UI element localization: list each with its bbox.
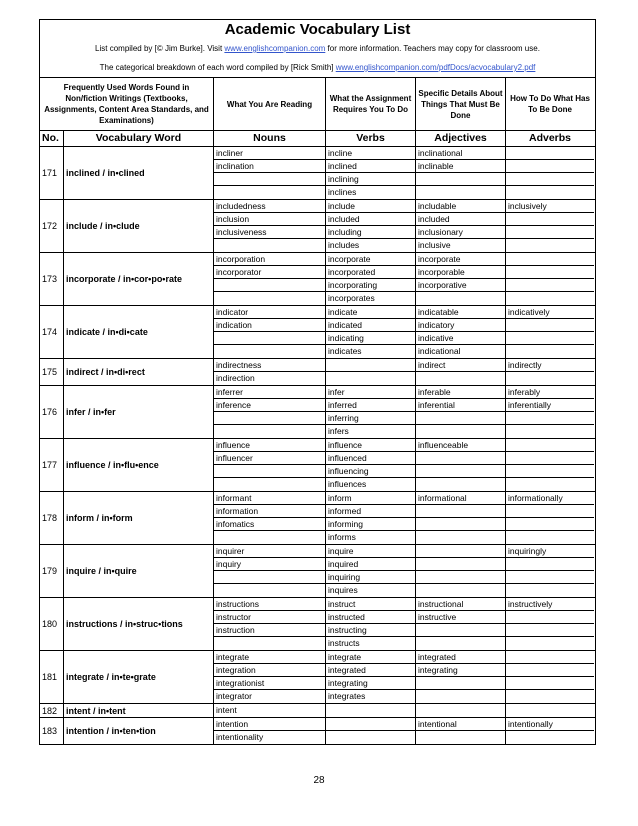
nouns-column bbox=[214, 359, 326, 385]
table-cell bbox=[506, 332, 594, 345]
table-cell bbox=[326, 704, 415, 717]
entry-number: 178 bbox=[40, 492, 64, 544]
table-cell bbox=[506, 531, 594, 544]
table-cell: inquirer bbox=[214, 545, 325, 558]
table-cell: incorporated bbox=[326, 266, 415, 279]
table-cell: indicatory bbox=[416, 319, 505, 332]
table-cell bbox=[214, 425, 325, 438]
table-cell: incorporation bbox=[214, 253, 325, 266]
table-cell bbox=[416, 465, 505, 478]
table-cell: include bbox=[326, 200, 415, 213]
verbs-column bbox=[326, 386, 416, 438]
table-cell bbox=[506, 160, 594, 173]
table-cell: indicative bbox=[416, 332, 505, 345]
table-cell bbox=[506, 584, 594, 597]
nouns-column bbox=[214, 492, 326, 544]
table-cell bbox=[416, 505, 505, 518]
vocabulary-word: inform / in•form bbox=[64, 492, 214, 544]
adverbs-column bbox=[506, 200, 594, 252]
category-frequent-words: Frequently Used Words Found in Non/fiction Writings (Textbooks, Assignments, Content Area Standards, and Examinations) bbox=[40, 78, 214, 130]
table-cell bbox=[416, 584, 505, 597]
verbs-column bbox=[326, 545, 416, 597]
table-cell bbox=[506, 651, 594, 664]
table-cell: incorporable bbox=[416, 266, 505, 279]
adjectives-column bbox=[416, 718, 506, 744]
table-cell bbox=[214, 173, 325, 186]
table-cell: indicated bbox=[326, 319, 415, 332]
table-cell: integrating bbox=[326, 677, 415, 690]
table-cell: informationally bbox=[506, 492, 594, 505]
table-row bbox=[40, 359, 595, 386]
table-cell bbox=[416, 731, 505, 744]
table-cell bbox=[214, 478, 325, 491]
adverbs-column bbox=[506, 439, 594, 491]
table-cell: instructed bbox=[326, 611, 415, 624]
table-cell: incorporate bbox=[326, 253, 415, 266]
vocabulary-word: influence / in•flu•ence bbox=[64, 439, 214, 491]
nouns-column bbox=[214, 439, 326, 491]
adverbs-column bbox=[506, 147, 594, 199]
table-cell bbox=[416, 186, 505, 199]
adverbs-column bbox=[506, 359, 594, 385]
table-cell: infers bbox=[328, 426, 349, 436]
nouns-column bbox=[214, 253, 326, 305]
page-number: 28 bbox=[313, 775, 325, 786]
table-cell bbox=[506, 505, 594, 518]
table-cell bbox=[416, 690, 505, 703]
table-cell bbox=[506, 266, 594, 279]
table-cell bbox=[214, 186, 325, 199]
vocabulary-word: inquire / in•quire bbox=[64, 545, 214, 597]
table-cell: intentionality bbox=[216, 732, 264, 742]
table-cell: integrate bbox=[326, 651, 415, 664]
table-cell: includedness bbox=[214, 200, 325, 213]
table-cell bbox=[506, 345, 594, 358]
table-cell: incliner bbox=[214, 147, 325, 160]
category-details: Specific Details About Things That Must Be Done bbox=[416, 78, 506, 130]
adverbs-column bbox=[506, 651, 594, 703]
table-row bbox=[40, 492, 595, 545]
table-cell bbox=[416, 624, 505, 637]
entry-number: 177 bbox=[40, 439, 64, 491]
column-header-row bbox=[40, 131, 595, 147]
table-cell bbox=[506, 213, 594, 226]
table-cell: inferentially bbox=[506, 399, 594, 412]
adjectives-column bbox=[416, 598, 506, 650]
nouns-column bbox=[214, 306, 326, 358]
table-cell: inclusively bbox=[506, 200, 594, 213]
table-cell: instructing bbox=[326, 624, 415, 637]
table-cell bbox=[214, 239, 325, 252]
table-cell bbox=[214, 412, 325, 425]
table-cell bbox=[326, 359, 415, 372]
table-cell bbox=[326, 718, 415, 731]
adverbs-column bbox=[506, 306, 594, 358]
adjectives-column bbox=[416, 253, 506, 305]
table-cell: inferred bbox=[326, 399, 415, 412]
page-title: Academic Vocabulary List bbox=[224, 21, 411, 38]
table-row bbox=[40, 545, 595, 598]
table-row bbox=[40, 147, 595, 200]
table-row bbox=[40, 253, 595, 306]
table-row bbox=[40, 718, 595, 744]
entry-number: 182 bbox=[40, 704, 64, 717]
table-cell: inferable bbox=[416, 386, 505, 399]
entry-number: 175 bbox=[40, 359, 64, 385]
table-cell bbox=[326, 731, 415, 744]
nouns-column bbox=[214, 704, 326, 717]
header-nouns: Nouns bbox=[214, 131, 326, 146]
vocabulary-word: infer / in•fer bbox=[64, 386, 214, 438]
table-cell: indicator bbox=[214, 306, 325, 319]
table-cell: information bbox=[214, 505, 325, 518]
table-cell: infomatics bbox=[214, 518, 325, 531]
table-cell: inferrer bbox=[214, 386, 325, 399]
table-cell: indicatable bbox=[416, 306, 505, 319]
vocabulary-word: include / in•clude bbox=[64, 200, 214, 252]
header-no: No. bbox=[40, 131, 64, 146]
nouns-column bbox=[214, 651, 326, 703]
table-cell bbox=[416, 704, 505, 717]
table-cell: indicational bbox=[418, 346, 461, 356]
adjectives-column bbox=[416, 545, 506, 597]
table-cell: instructional bbox=[416, 598, 505, 611]
table-cell bbox=[506, 253, 594, 266]
table-cell: inferential bbox=[416, 399, 505, 412]
adjectives-column bbox=[416, 359, 506, 385]
table-cell: inclusiveness bbox=[214, 226, 325, 239]
table-cell bbox=[506, 226, 594, 239]
englishcompanion-link[interactable]: www.englishcompanion.com bbox=[224, 44, 326, 53]
table-cell: integrating bbox=[416, 664, 505, 677]
table-cell bbox=[416, 571, 505, 584]
table-cell: inclined bbox=[326, 160, 415, 173]
verbs-column bbox=[326, 200, 416, 252]
header-adjectives: Adjectives bbox=[416, 131, 506, 146]
credits bbox=[40, 39, 595, 78]
table-cell bbox=[506, 611, 594, 624]
verbs-column bbox=[326, 147, 416, 199]
entry-number: 174 bbox=[40, 306, 64, 358]
header-verbs: Verbs bbox=[326, 131, 416, 146]
table-cell bbox=[506, 173, 594, 186]
table-cell: indicate bbox=[326, 306, 415, 319]
table-cell: integrated bbox=[326, 664, 415, 677]
adverbs-column bbox=[506, 492, 594, 544]
table-cell: integration bbox=[214, 664, 325, 677]
table-cell bbox=[506, 677, 594, 690]
table-cell bbox=[506, 558, 594, 571]
nouns-column bbox=[214, 147, 326, 199]
table-cell bbox=[416, 372, 505, 385]
table-cell bbox=[416, 518, 505, 531]
vocabulary-word: inclined / in•clined bbox=[64, 147, 214, 199]
verbs-column bbox=[326, 439, 416, 491]
table-cell bbox=[506, 372, 594, 385]
table-cell: inclinational bbox=[416, 147, 505, 160]
adjectives-column bbox=[416, 147, 506, 199]
table-row bbox=[40, 200, 595, 253]
table-cell: inferably bbox=[506, 386, 594, 399]
table-cell: integrate bbox=[214, 651, 325, 664]
table-cell: instructively bbox=[506, 598, 594, 611]
table-row bbox=[40, 651, 595, 704]
entry-number: 172 bbox=[40, 200, 64, 252]
table-cell: inclusionary bbox=[416, 226, 505, 239]
table-cell: infer bbox=[326, 386, 415, 399]
category-how-to: How To Do What Has To Be Done bbox=[510, 94, 590, 114]
nouns-column bbox=[214, 718, 326, 744]
table-cell: incorporate bbox=[416, 253, 505, 266]
table-cell: inquire bbox=[326, 545, 415, 558]
table-cell: indirection bbox=[216, 373, 255, 383]
table-cell: instruct bbox=[326, 598, 415, 611]
table-cell: inference bbox=[214, 399, 325, 412]
verbs-column bbox=[326, 492, 416, 544]
table-cell: instructive bbox=[416, 611, 505, 624]
entry-number: 183 bbox=[40, 718, 64, 744]
table-cell: influenceable bbox=[416, 439, 505, 452]
table-cell: informing bbox=[326, 518, 415, 531]
table-cell bbox=[416, 531, 505, 544]
nouns-column bbox=[214, 200, 326, 252]
table-cell: includable bbox=[416, 200, 505, 213]
table-row bbox=[40, 598, 595, 651]
table-cell: intentionally bbox=[506, 718, 594, 731]
table-cell: inclusion bbox=[214, 213, 325, 226]
entry-number: 181 bbox=[40, 651, 64, 703]
table-cell: including bbox=[326, 226, 415, 239]
category-row bbox=[40, 78, 595, 131]
vocabulary-word: instructions / in•struc•tions bbox=[64, 598, 214, 650]
table-cell: included bbox=[326, 213, 415, 226]
table-cell: incline bbox=[326, 147, 415, 160]
acvocabulary-pdf-link[interactable]: www.englishcompanion.com/pdfDocs/acvocabulary2.pdf bbox=[335, 63, 536, 72]
vocabulary-word: indicate / in•di•cate bbox=[64, 306, 214, 358]
table-cell bbox=[506, 637, 594, 650]
table-cell bbox=[506, 704, 594, 717]
table-cell: influence bbox=[214, 439, 325, 452]
table-cell bbox=[326, 372, 415, 385]
verbs-column bbox=[326, 253, 416, 305]
table-cell: inclines bbox=[328, 187, 357, 197]
table-cell bbox=[506, 571, 594, 584]
table-cell: indicating bbox=[326, 332, 415, 345]
table-cell bbox=[416, 545, 505, 558]
table-cell: influencing bbox=[326, 465, 415, 478]
table-cell: inclination bbox=[214, 160, 325, 173]
credit-text: The categorical breakdown of each word compiled by [Rick Smith] bbox=[99, 63, 336, 72]
adverbs-column bbox=[506, 386, 594, 438]
vocabulary-sheet bbox=[39, 19, 596, 745]
table-cell bbox=[214, 345, 325, 358]
header-adverbs: Adverbs bbox=[528, 132, 571, 144]
table-row bbox=[40, 306, 595, 359]
table-cell: instruction bbox=[214, 624, 325, 637]
table-cell bbox=[214, 637, 325, 650]
table-cell bbox=[416, 173, 505, 186]
table-cell bbox=[214, 332, 325, 345]
table-cell bbox=[416, 637, 505, 650]
table-cell: intention bbox=[214, 718, 325, 731]
table-cell bbox=[416, 452, 505, 465]
adjectives-column bbox=[416, 386, 506, 438]
table-cell: inform bbox=[326, 492, 415, 505]
adverbs-column bbox=[506, 545, 594, 597]
adjectives-column bbox=[416, 704, 506, 717]
table-cell bbox=[506, 239, 594, 252]
table-cell: informs bbox=[328, 532, 356, 542]
table-cell bbox=[506, 664, 594, 677]
table-cell: influences bbox=[328, 479, 367, 489]
table-cell: inclining bbox=[326, 173, 415, 186]
table-cell: indicatively bbox=[506, 306, 594, 319]
entry-number: 171 bbox=[40, 147, 64, 199]
table-cell: influencer bbox=[214, 452, 325, 465]
table-cell bbox=[214, 531, 325, 544]
table-cell bbox=[214, 465, 325, 478]
table-cell: incorporates bbox=[328, 293, 375, 303]
table-cell bbox=[506, 412, 594, 425]
table-cell bbox=[506, 147, 594, 160]
table-cell: intent bbox=[216, 705, 237, 715]
table-cell: indirectly bbox=[506, 359, 594, 372]
table-row bbox=[40, 439, 595, 492]
table-cell: inquiry bbox=[214, 558, 325, 571]
table-cell bbox=[506, 292, 594, 305]
table-cell bbox=[416, 412, 505, 425]
nouns-column bbox=[214, 598, 326, 650]
table-cell: indirect bbox=[416, 359, 505, 372]
table-cell: indirectness bbox=[214, 359, 325, 372]
table-cell: informant bbox=[214, 492, 325, 505]
table-cell bbox=[506, 624, 594, 637]
adjectives-column bbox=[416, 651, 506, 703]
entry-number: 180 bbox=[40, 598, 64, 650]
table-cell: indication bbox=[214, 319, 325, 332]
verbs-column bbox=[326, 598, 416, 650]
table-cell bbox=[506, 425, 594, 438]
table-cell bbox=[506, 518, 594, 531]
credit-line-2 bbox=[40, 58, 595, 77]
table-cell: informed bbox=[326, 505, 415, 518]
verbs-column bbox=[326, 704, 416, 717]
table-cell bbox=[506, 465, 594, 478]
table-cell: inquires bbox=[328, 585, 358, 595]
table-cell: inferring bbox=[326, 412, 415, 425]
nouns-column bbox=[214, 545, 326, 597]
table-cell: incorporative bbox=[416, 279, 505, 292]
table-cell: intentional bbox=[416, 718, 505, 731]
table-cell: inclusive bbox=[418, 240, 451, 250]
adjectives-column bbox=[416, 439, 506, 491]
entry-number: 179 bbox=[40, 545, 64, 597]
table-cell: indicates bbox=[328, 346, 362, 356]
table-cell bbox=[506, 319, 594, 332]
vocabulary-word: indirect / in•di•rect bbox=[64, 359, 214, 385]
table-cell bbox=[506, 731, 594, 744]
table-cell bbox=[214, 292, 325, 305]
table-cell: integrationist bbox=[214, 677, 325, 690]
table-cell: instructor bbox=[214, 611, 325, 624]
verbs-column bbox=[326, 306, 416, 358]
verbs-column bbox=[326, 718, 416, 744]
verbs-column bbox=[326, 359, 416, 385]
table-cell: inquiringly bbox=[506, 545, 594, 558]
nouns-column bbox=[214, 386, 326, 438]
table-cell: inquired bbox=[326, 558, 415, 571]
table-cell: integrates bbox=[328, 691, 366, 701]
table-cell bbox=[416, 677, 505, 690]
adverbs-column bbox=[506, 704, 594, 717]
category-assignment: What the Assignment Requires You To Do bbox=[326, 78, 416, 130]
header-vocabulary-word: Vocabulary Word bbox=[64, 131, 214, 146]
table-cell bbox=[214, 584, 325, 597]
table-cell bbox=[416, 478, 505, 491]
adverbs-column bbox=[506, 718, 594, 744]
table-cell: incorporating bbox=[326, 279, 415, 292]
table-cell: instructions bbox=[214, 598, 325, 611]
table-cell bbox=[214, 571, 325, 584]
table-cell bbox=[506, 478, 594, 491]
vocabulary-word: intention / in•ten•tion bbox=[64, 718, 214, 744]
vocabulary-table-body bbox=[40, 147, 595, 744]
table-cell bbox=[214, 279, 325, 292]
table-cell bbox=[416, 558, 505, 571]
adjectives-column bbox=[416, 306, 506, 358]
entry-number: 176 bbox=[40, 386, 64, 438]
vocabulary-word: integrate / in•te•grate bbox=[64, 651, 214, 703]
table-cell: influenced bbox=[326, 452, 415, 465]
adverbs-column bbox=[506, 253, 594, 305]
table-cell bbox=[506, 279, 594, 292]
credit-text: List compiled by [© Jim Burke]. Visit bbox=[95, 44, 225, 53]
verbs-column bbox=[326, 651, 416, 703]
table-cell: integrator bbox=[216, 691, 252, 701]
table-row bbox=[40, 704, 595, 718]
table-cell: includes bbox=[328, 240, 360, 250]
table-cell bbox=[416, 425, 505, 438]
table-cell: inclinable bbox=[416, 160, 505, 173]
table-cell: included bbox=[416, 213, 505, 226]
vocabulary-word: incorporate / in•cor•po•rate bbox=[64, 253, 214, 305]
adjectives-column bbox=[416, 200, 506, 252]
vocabulary-word: intent / in•tent bbox=[64, 704, 214, 717]
adverbs-column bbox=[506, 598, 594, 650]
category-reading: What You Are Reading bbox=[214, 78, 326, 130]
table-cell bbox=[506, 452, 594, 465]
table-cell bbox=[506, 186, 594, 199]
table-row bbox=[40, 386, 595, 439]
credit-text: for more information. Teachers may copy for classroom use. bbox=[325, 44, 540, 53]
table-cell: inquiring bbox=[326, 571, 415, 584]
table-cell bbox=[506, 439, 594, 452]
table-cell: incorporator bbox=[214, 266, 325, 279]
table-cell: influence bbox=[326, 439, 415, 452]
entry-number: 173 bbox=[40, 253, 64, 305]
table-cell bbox=[506, 690, 594, 703]
table-cell: instructs bbox=[328, 638, 360, 648]
table-cell: integrated bbox=[416, 651, 505, 664]
credit-line-1 bbox=[40, 39, 595, 58]
table-cell bbox=[416, 292, 505, 305]
table-cell: informational bbox=[416, 492, 505, 505]
adjectives-column bbox=[416, 492, 506, 544]
